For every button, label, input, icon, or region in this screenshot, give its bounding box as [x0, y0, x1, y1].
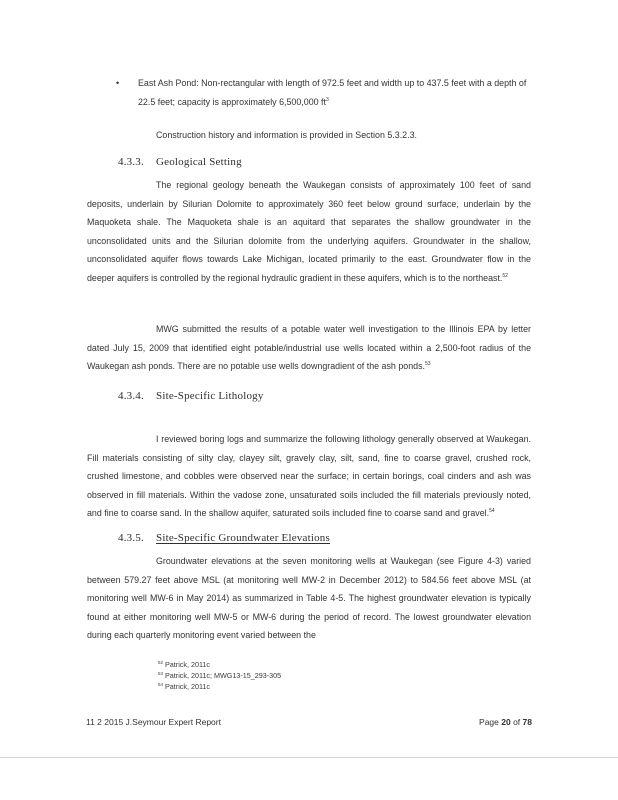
footnote-number: 53: [158, 670, 164, 676]
footnote-ref: 52: [502, 272, 508, 279]
footnote-text: Patrick, 2011c; MWG13-15_293-305: [165, 670, 282, 680]
scan-edge-divider: [0, 757, 618, 758]
geological-paragraph-2: [87, 320, 531, 376]
construction-note: Construction history and information is provided in Section 5.3.2.3.: [156, 130, 417, 140]
section-number: 4.3.3.: [118, 156, 144, 168]
bullet-superscript: 3: [325, 96, 329, 103]
footnotes: [158, 660, 281, 692]
paragraph-text: The regional geology beneath the Waukegan consists of approximately 100 feet of sand deposits, underlain by Silurian Dolomite to approximately 360 feet below ground surface, underlain by the Maquoketa shale. The Maquoketa shale is an aquitard that separates the shallow groundwater in the unconsolidated units and the Silurian dolomite from the underlying aquifers. Groundwater in the shallow, unconsolidated aquifer flows towards Lake Michigan, located primarily to the east. Groundwater flow in the deeper aquifers is controlled by the regional hydraulic gradient in these aquifers, which is to the northeast.: [87, 180, 531, 283]
page-current: 20: [501, 717, 511, 727]
section-heading-site-specific-lithology: [118, 390, 264, 402]
footnote-52: [158, 660, 281, 671]
page-mid: of: [510, 717, 523, 727]
footnote-54: [158, 682, 281, 693]
section-title: Geological Setting: [156, 156, 242, 168]
bullet-text: [138, 74, 536, 111]
section-title: Site-Specific Groundwater Elevations: [156, 532, 330, 544]
page-prefix: Page: [479, 717, 502, 727]
footnote-number: 52: [158, 660, 164, 665]
section-title: Site-Specific Lithology: [156, 390, 264, 402]
page-total: 78: [522, 717, 532, 727]
paragraph-text: I reviewed boring logs and summarize the following lithology generally observed at Waukegan. Fill materials consisting of silty clay, clayey silt, gravely clay, silt, sand, fine to coarse gravel, crushed rock, crushed limestone, and cobbles were observed near the surface; in certain borings, coal cinders and ash was observed in fill materials. Within the vadose zone, unsaturated soils included the fill materials previously noted, and fine to coarse sand. In the shallow aquifer, saturated soils included fine to coarse sand and gravel.: [87, 434, 531, 519]
footnote-text: Patrick, 2011c: [165, 660, 211, 669]
section-number: 4.3.4.: [118, 390, 144, 402]
groundwater-paragraph: Groundwater elevations at the seven monitoring wells at Waukegan (see Figure 4-3) varied between 579.27 feet above MSL (at monitoring well MW-2 in December 2012) to 584.56 feet above MSL (at monitoring well MW-6 in May 2014) as summarized in Table 4-5. The highest groundwater elevation is typically found at either monitoring well MW-5 or MW-6 during the period of record. The lowest groundwater elevation during each quarterly monitoring event varied between the: [87, 556, 531, 641]
footnote-53: [158, 671, 281, 682]
footer-report-title: 11 2 2015 J.Seymour Expert Report: [86, 717, 221, 727]
bullet-lead-text: East Ash Pond: Non-rectangular with length of 972.5 feet and width up to 437.5 feet with a depth of 22.5 feet; capacity is approximately 6,500,000 ft: [138, 78, 527, 107]
section-number: 4.3.5.: [118, 532, 144, 544]
footnote-number: 54: [158, 681, 164, 687]
footnote-ref: 54: [489, 508, 495, 515]
footnote-text: Patrick, 2011c: [165, 681, 211, 691]
geological-paragraph-1: [87, 176, 531, 288]
section-heading-geological-setting: [118, 156, 242, 168]
footnote-ref: 53: [424, 361, 431, 368]
lithology-paragraph: [87, 430, 531, 523]
paragraph-text: MWG submitted the results of a potable water well investigation to the Illinois EPA by letter dated July 15, 2009 that identified eight potable/industrial use wells located within a 2,500-foot radius of the Waukegan ash ponds. There are no potable use wells downgradient of the ash ponds.: [87, 324, 531, 372]
footer-page-number: [479, 717, 532, 727]
section-heading-groundwater-elevations: [118, 532, 330, 544]
bullet-mark: •: [116, 78, 120, 88]
